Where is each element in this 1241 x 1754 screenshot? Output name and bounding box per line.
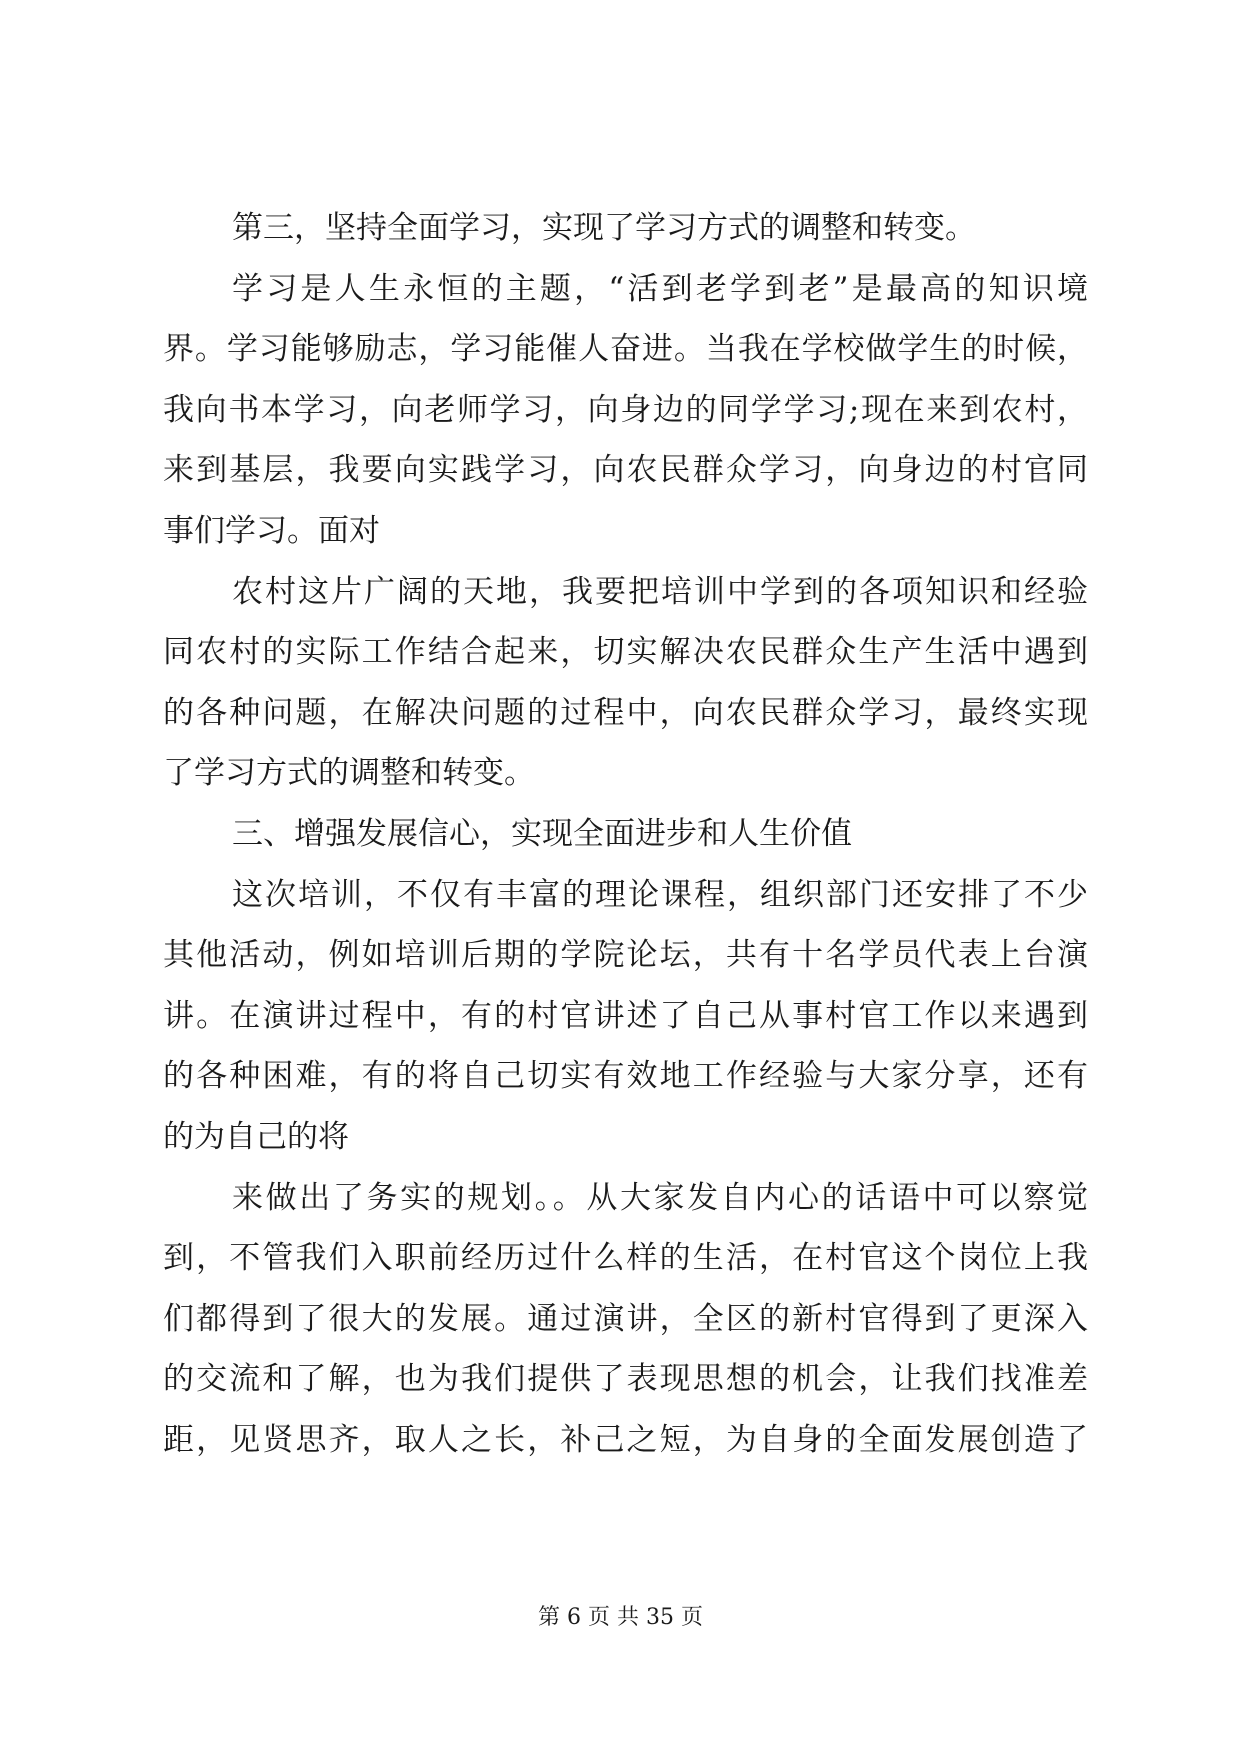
- text-line: 第三，坚持全面学习，实现了学习方式的调整和转变。: [232, 210, 976, 246]
- text-line: 们都得到了很大的发展。通过演讲，全区的新村官得到了更深入: [163, 1300, 1088, 1337]
- text-line: 学习是人生永恒的主题，“活到老学到老”是最高的知识境: [232, 270, 1088, 307]
- page-footer: [0, 1600, 1241, 1631]
- page-number: 第 6 页 共 35 页: [538, 1605, 703, 1630]
- text-line: 同农村的实际工作结合起来，切实解决农民群众生产生活中遇到: [163, 634, 1088, 671]
- text-line: 到，不管我们入职前经历过什么样的生活，在村官这个岗位上我: [163, 1240, 1088, 1277]
- text-line: 的各种问题，在解决问题的过程中，向农民群众学习，最终实现: [163, 694, 1088, 731]
- text-line: 其他活动，例如培训后期的学院论坛，共有十名学员代表上台演: [163, 937, 1088, 974]
- text-line: 的交流和了解，也为我们提供了表现思想的机会，让我们找准差: [163, 1361, 1088, 1398]
- body-text: [163, 198, 1088, 1470]
- text-line: 农村这片广阔的天地，我要把培训中学到的各项知识和经验: [232, 573, 1088, 610]
- text-line: 了学习方式的调整和转变。: [163, 755, 535, 792]
- text-line: 的为自己的将: [163, 1118, 349, 1155]
- text-line: 来做出了务实的规划。。从大家发自内心的话语中可以察觉: [232, 1179, 1088, 1216]
- section-heading: 三、增强发展信心，实现全面进步和人生价值: [232, 815, 852, 852]
- text-line: 来到基层，我要向实践学习，向农民群众学习，向身边的村官同: [163, 452, 1088, 489]
- text-line: 讲。在演讲过程中，有的村官讲述了自己从事村官工作以来遇到: [163, 997, 1088, 1034]
- text-line: 这次培训，不仅有丰富的理论课程，组织部门还安排了不少: [232, 876, 1088, 913]
- text-line: 距，见贤思齐，取人之长，补己之短，为自身的全面发展创造了: [163, 1421, 1088, 1458]
- text-line: 事们学习。面对: [163, 512, 380, 549]
- text-line: 界。学习能够励志，学习能催人奋进。当我在学校做学生的时候，: [163, 331, 1088, 368]
- text-line: 我向书本学习，向老师学习，向身边的同学学习;现在来到农村，: [163, 391, 1088, 428]
- text-line: 的各种困难，有的将自己切实有效地工作经验与大家分享，还有: [163, 1058, 1088, 1095]
